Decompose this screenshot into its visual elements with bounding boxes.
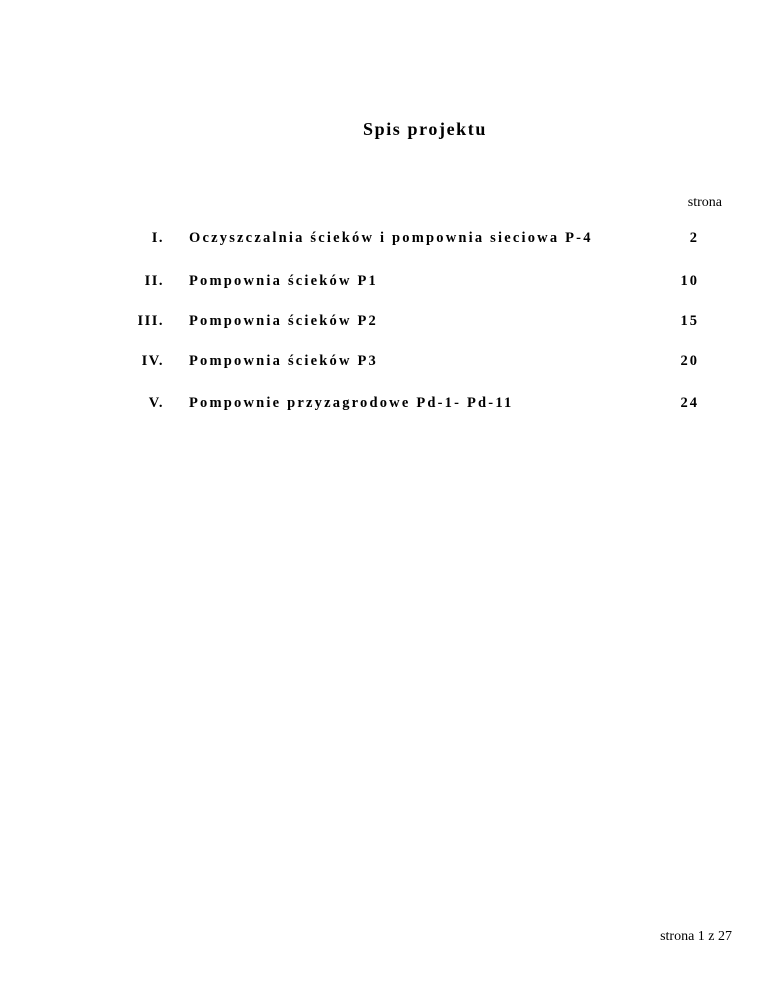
toc-number: IV.	[141, 353, 164, 369]
toc-page-number: 20	[680, 353, 699, 369]
toc-title: Pompownie przyzagrodowe Pd-1- Pd-11	[189, 395, 514, 411]
page-column-header: strona	[687, 195, 722, 210]
toc-number: III.	[137, 313, 164, 329]
toc-number: II.	[144, 273, 164, 289]
toc-row	[0, 230, 768, 250]
toc-number: I.	[151, 230, 164, 246]
page-footer: strona 1 z 27	[660, 929, 732, 944]
toc-number: V.	[148, 395, 164, 411]
page-title: Spis projektu	[362, 119, 487, 139]
toc-row	[0, 313, 768, 333]
toc-title: Oczyszczalnia ścieków i pompownia sieciowa P-4	[189, 230, 593, 246]
toc-page-number: 24	[680, 395, 699, 411]
toc-page-number: 2	[689, 230, 699, 246]
toc-title: Pompownia ścieków P2	[189, 313, 378, 329]
toc-page-number: 10	[680, 273, 699, 289]
toc-row	[0, 353, 768, 373]
toc-row	[0, 273, 768, 293]
toc-title: Pompownia ścieków P3	[189, 353, 378, 369]
toc-title: Pompownia ścieków P1	[189, 273, 378, 289]
toc-row	[0, 395, 768, 415]
toc-page-number: 15	[680, 313, 699, 329]
